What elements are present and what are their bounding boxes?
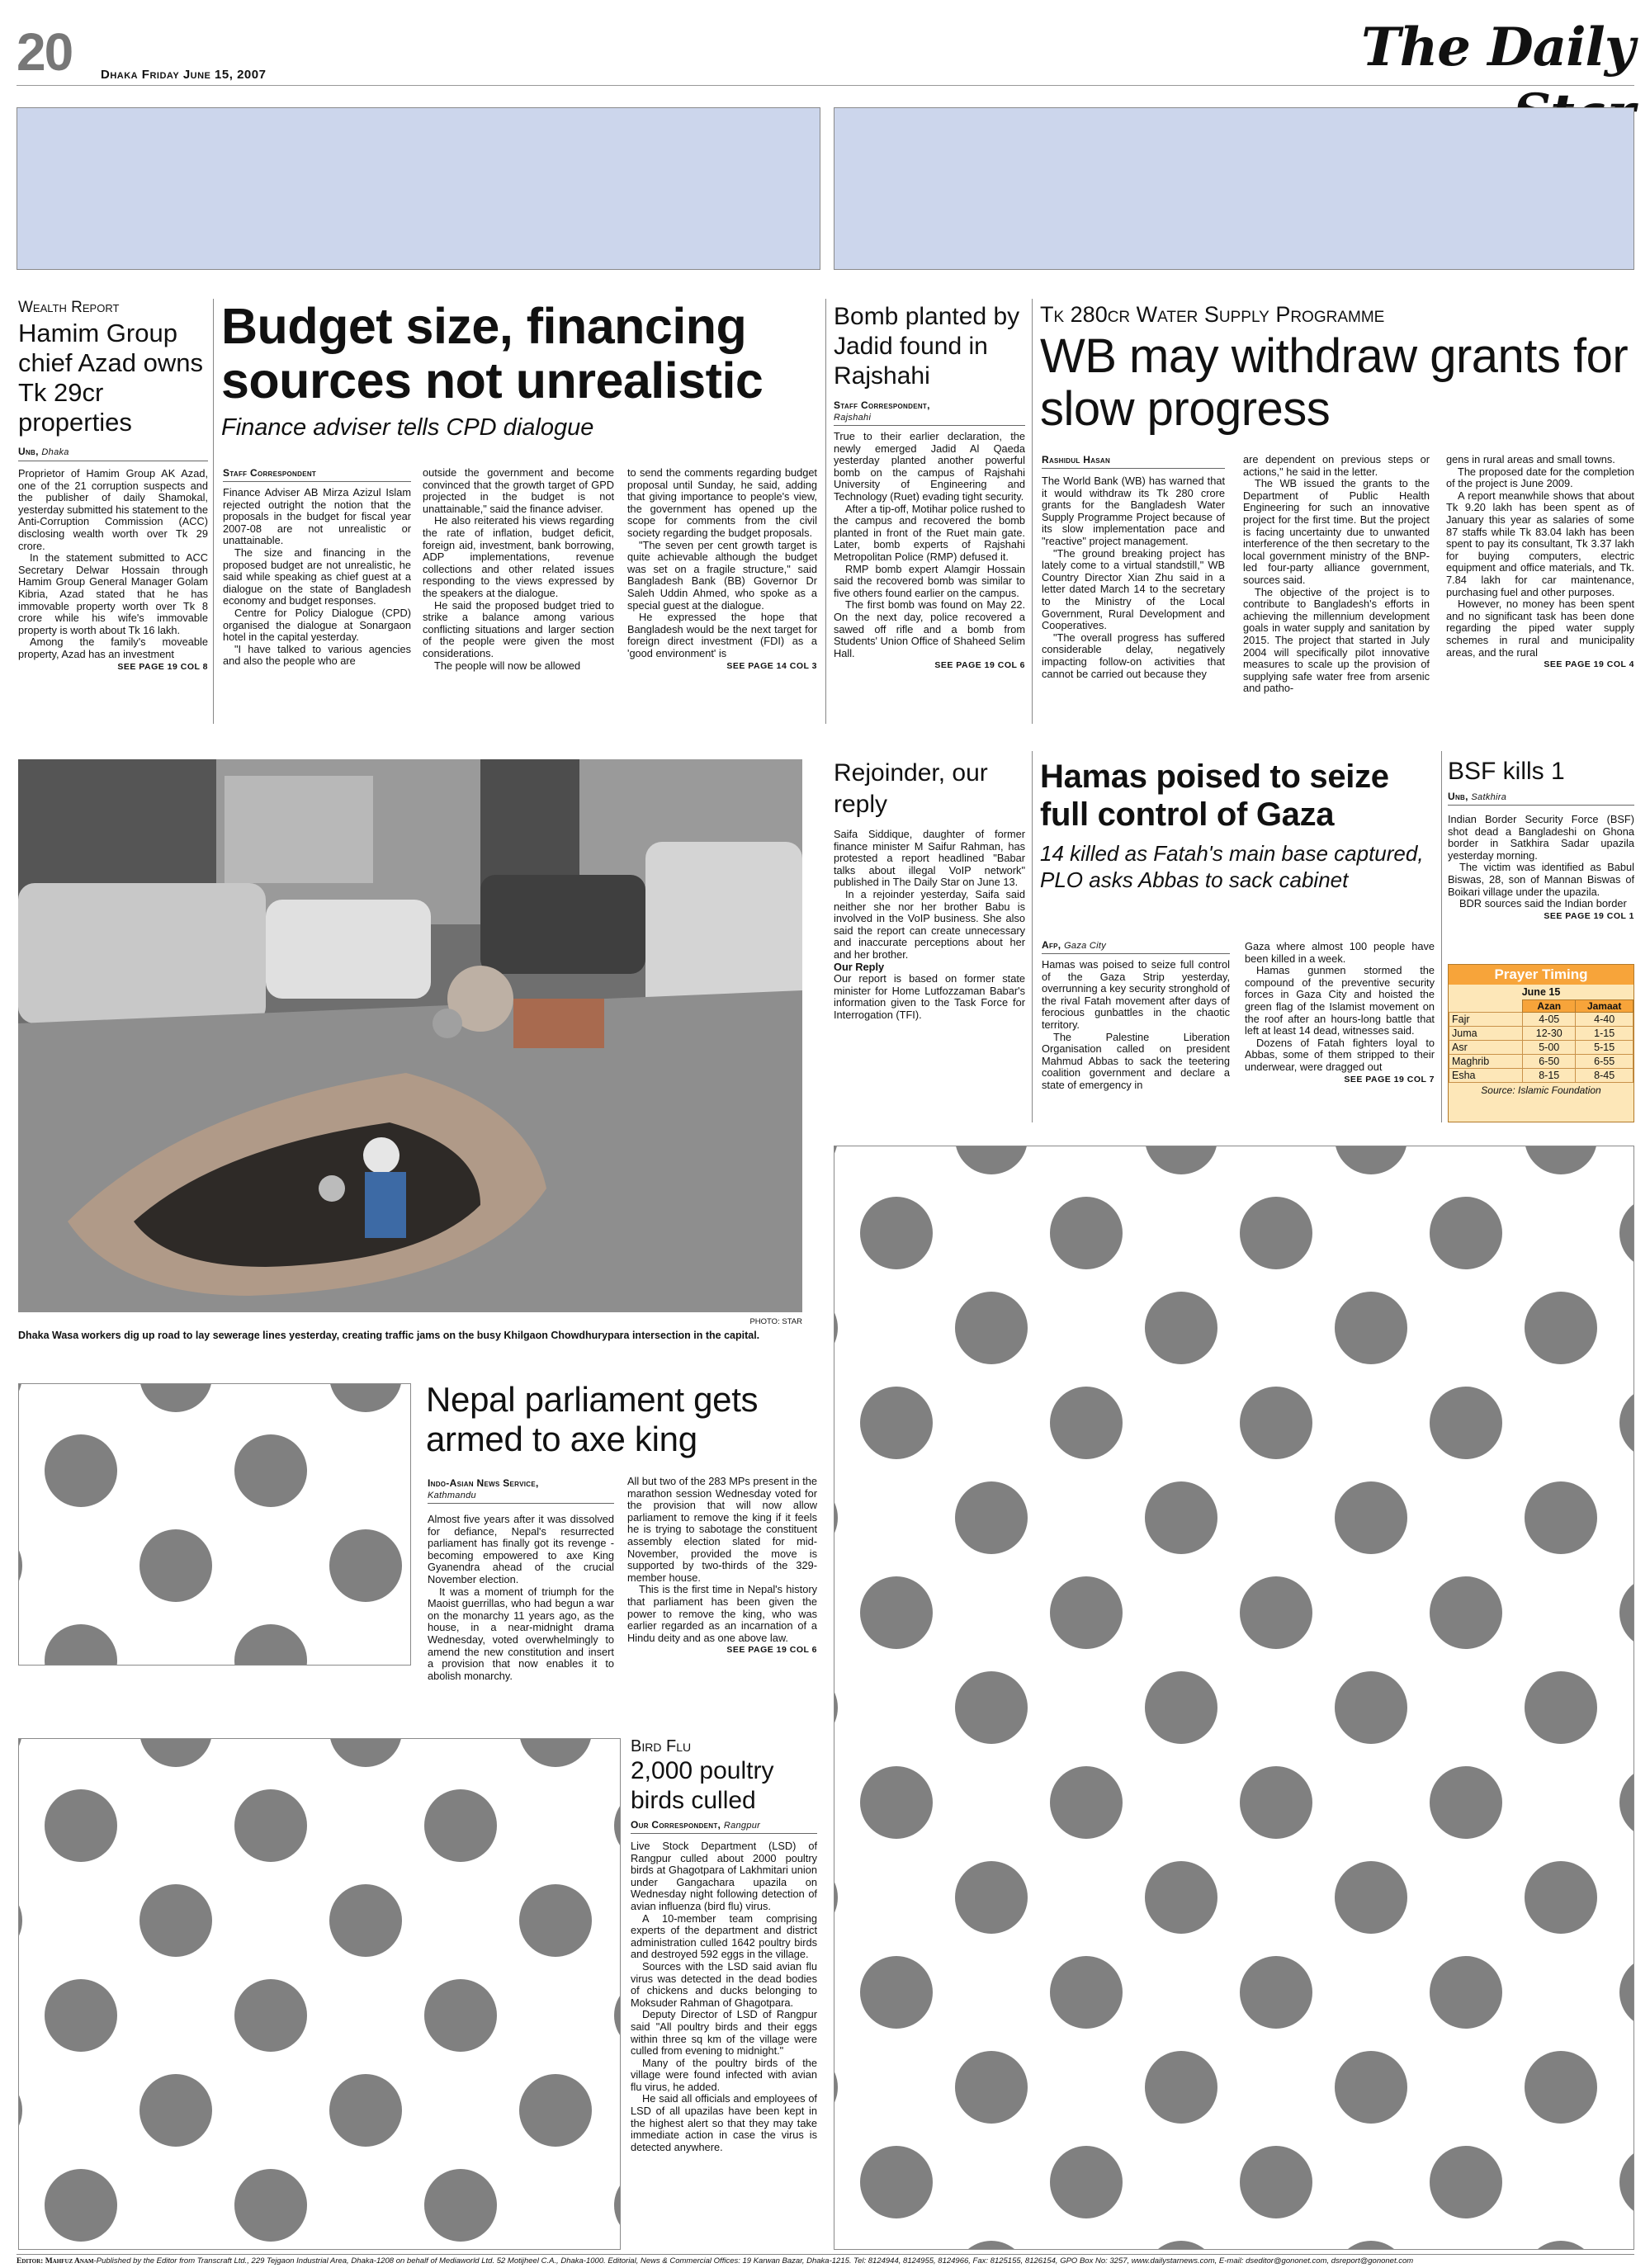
wealth-byline: Unb, Dhaka xyxy=(18,446,208,461)
pattern-dot xyxy=(329,1739,402,1767)
pattern-dot xyxy=(424,1789,497,1862)
pattern-dot xyxy=(139,1884,212,1957)
pattern-dot xyxy=(1619,1766,1634,1839)
pattern-dot xyxy=(1050,1197,1123,1269)
prayer-date: June 15 xyxy=(1521,986,1561,998)
bomb-story xyxy=(834,302,1025,671)
paragraph: "The ground breaking project has lately come to a virtual standstill," WB Country Director Xian Zhu said in a letter dated March 14 to the secretary to the Ministry of the Local Government, Rural Development and Cooperatives. xyxy=(1042,546,1225,632)
jamaat-time: 4-40 xyxy=(1576,1013,1633,1027)
paragraph: He also reiterated his views regarding the rate of inflation, budget deficit, foreign aid, investment, bank borrowing, ADP implementations, revenue collections and other related issues responding to the views expressed by the speakers at the dialogue. xyxy=(423,514,614,599)
paragraph: "The overall progress has suffered considerable delay, negatively impacting follow-on activities that cannot be carried out because they xyxy=(1042,631,1225,680)
nepal-story xyxy=(426,1380,814,1459)
pattern-dot xyxy=(19,1739,22,1767)
prayer-blank-header xyxy=(1449,1000,1523,1013)
bomb-headline[interactable]: Bomb planted by Jadid found in Rajshahi xyxy=(834,303,1020,390)
pattern-dot xyxy=(139,1384,212,1412)
pattern-dot xyxy=(1430,1387,1502,1459)
pattern-dot xyxy=(955,1292,1028,1364)
pattern-dot xyxy=(1145,1146,1217,1174)
nepal-headline[interactable]: Nepal parliament gets armed to axe king xyxy=(426,1380,759,1458)
hamas-col-1 xyxy=(1042,959,1230,1092)
pattern-dot xyxy=(234,2169,307,2242)
paragraph: The WB issued the grants to the Department of Public Health Engineering for such an innovative project for the first time. But the project is facing uncertainty due to unwanted interference of the then secretary to the local government ministry of the BNP-led four-party alliance government, sources said. xyxy=(1243,477,1430,586)
pattern-dot xyxy=(139,1529,212,1602)
wb-headline[interactable]: WB may withdraw grants for slow progress xyxy=(1040,329,1629,436)
pattern-dot xyxy=(234,1624,307,1666)
hamas-jump[interactable]: SEE PAGE 19 COL 7 xyxy=(1344,1074,1435,1084)
pattern-dot xyxy=(234,1979,307,2052)
paragraph: Hamas was poised to seize full control of the Gaza Strip yesterday, overrunning a key security stronghold of the rival Fatah movement after days of ferocious gunbattles in the chaotic territory. xyxy=(1042,958,1230,1031)
pattern-dot xyxy=(19,1529,22,1602)
placeholder-pattern-bird xyxy=(18,1738,621,2250)
column-rule xyxy=(1032,299,1033,724)
pattern-dot xyxy=(614,1979,621,2052)
paragraph: Among the family's moveable property, Azad has an investment xyxy=(18,636,208,660)
pattern-dot xyxy=(19,1384,22,1412)
pattern-dot xyxy=(1525,1146,1597,1174)
wb-story xyxy=(1040,302,1634,436)
budget-col-1 xyxy=(223,487,411,668)
placeholder-pattern-large xyxy=(834,1146,1634,2250)
bird-body xyxy=(631,1840,817,2153)
paragraph: After a tip-off, Motihar police rushed to the campus and recovered the bomb planted in front of the Ruet main gate. Later, bomb experts of Rajshahi Metropolitan Police (RMP) defused it. xyxy=(834,502,1025,563)
paragraph: BDR sources said the Indian border xyxy=(1459,897,1627,910)
hamas-col-2 xyxy=(1245,941,1435,1085)
pattern-dot xyxy=(45,1789,117,1862)
wb-kicker: Tk 280cr Water Supply Programme xyxy=(1040,302,1385,327)
ad-slot-right[interactable] xyxy=(834,107,1634,270)
paragraph: The objective of the project is to contribute to Bangladesh's efforts in achieving the millennium development goals in water supply and sanitation by 2015. The project that started in July 2004 will specifically pilot innovative measures to scale up the provision of supplying safe water free from arsenic and patho- xyxy=(1243,585,1430,695)
editor-name: Editor: Mahfuz Anam xyxy=(17,2257,94,2266)
paragraph: True to their earlier declaration, the newly emerged Jadid Al Qaeda yesterday planted another powerful bomb on the campus of Rajshahi University of Engineering and Technology (Ruet) evading tight security. xyxy=(834,430,1025,503)
pattern-dot xyxy=(1240,1576,1312,1649)
hamas-subhead: 14 killed as Fatah's main base captured, PLO asks Abbas to sack cabinet xyxy=(1040,841,1424,892)
budget-subhead: Finance adviser tells CPD dialogue xyxy=(221,414,594,441)
pattern-dot xyxy=(1335,1481,1407,1554)
hamas-story xyxy=(1040,758,1435,893)
wealth-headline[interactable]: Hamim Group chief Azad owns Tk 29cr properties xyxy=(18,319,204,437)
bomb-jump[interactable]: SEE PAGE 19 COL 6 xyxy=(934,660,1025,671)
pattern-dot xyxy=(1335,2241,1407,2250)
paragraph: to send the comments regarding budget proposal until Sunday, he said, adding that giving importance to people's view, the government has opened up the scope for comments from the civil society regarding the budget proposals. xyxy=(627,466,817,539)
hamas-byline: Afp, Gaza City xyxy=(1042,939,1230,954)
paragraph: The size and financing in the proposed budget are not unrealistic, he said while speaking as chief guest at a dialogue on the state of Bangladesh economy and budget responses. xyxy=(223,546,411,607)
placeholder-pattern-nepal xyxy=(18,1383,411,1666)
pattern-dot xyxy=(834,2241,838,2250)
dateline: Dhaka Friday June 15, 2007 xyxy=(101,68,267,82)
wb-byline: Rashidul Hasan xyxy=(1042,454,1225,469)
masthead-rule xyxy=(17,85,1634,86)
pattern-dot xyxy=(955,2241,1028,2250)
paragraph: Our report is based on former state minister for Home Lutfozzaman Babar's information given to the Task Force for Interrogation (TFI). xyxy=(834,972,1025,1021)
pattern-dot xyxy=(1335,1146,1407,1174)
pattern-dot xyxy=(1050,1956,1123,2029)
paragraph: Saifa Siddique, daughter of former finance minister M Saifur Rahman, has protested a report headlined "Babar talks about illegal VoIP network" published in The Daily Star on June 13. xyxy=(834,828,1025,889)
news-photo[interactable] xyxy=(18,759,802,1312)
paragraph: Almost five years after it was dissolved for defiance, Nepal's resurrected parliament has finally got its revenge - becoming empowered to axe King Gyanendra ahead of the crucial November election. xyxy=(428,1513,614,1585)
pattern-dot xyxy=(1145,2051,1217,2124)
paragraph: are dependent on previous steps or actions," he said in the letter. xyxy=(1243,453,1430,478)
paragraph: Proprietor of Hamim Group AK Azad, one of the 21 corruption suspects and the publisher of daily Shamokal, yesterday submitted his statement to the Anti-Corruption Commission (ACC) disclosing wealth worth over Tk 29 crore. xyxy=(18,467,208,552)
page-number: 20 xyxy=(17,22,73,82)
pattern-dot xyxy=(860,1387,933,1459)
nepal-col-2 xyxy=(627,1476,817,1656)
paragraph: A report meanwhile shows that about Tk 9.20 lakh has been spent as of January this year as salaries of some 87 staffs while Tk 83.04 lakh has been spent to pay its consultant, Tk 3.37 lakh for buying computers, electric equipment and office materials, and Tk. 7.84 lakh for car maintenance, purchasing fuel and other purposes. xyxy=(1446,489,1634,598)
pattern-dot xyxy=(139,2074,212,2147)
paragraph: This is the first time in Nepal's history that parliament has been given the power to remove the king, who was earlier regarded as an incarnation of a Hindu deity and as one above law. xyxy=(627,1583,817,1644)
prayer-row xyxy=(1449,1027,1633,1041)
pattern-dot xyxy=(955,1481,1028,1554)
paragraph: He said the proposed budget tried to strike a balance among various conflicting situations and larger section of the people were given the most considerations. xyxy=(423,598,614,659)
pattern-dot xyxy=(834,1292,838,1364)
jamaat-time: 6-55 xyxy=(1576,1055,1633,1069)
pattern-dot xyxy=(1619,1197,1634,1269)
pattern-dot xyxy=(955,1146,1028,1174)
prayer-row xyxy=(1449,1041,1633,1055)
pattern-dot xyxy=(329,1529,402,1602)
pattern-dot xyxy=(329,2074,402,2147)
budget-byline: Staff Correspondent xyxy=(223,467,411,482)
wb-col-1 xyxy=(1042,475,1225,680)
photo-caption: Dhaka Wasa workers dig up road to lay sewerage lines yesterday, creating traffic jams on the busy Khilgaon Chowdhurypara intersection in the capital. xyxy=(18,1330,760,1341)
prayer-name: Juma xyxy=(1449,1027,1523,1041)
pattern-dot xyxy=(1145,1292,1217,1364)
bird-story xyxy=(631,1736,817,2153)
pattern-dot xyxy=(1240,1387,1312,1459)
rejoinder-body xyxy=(834,829,1025,1022)
paragraph: "I have talked to various agencies and also the people who are xyxy=(223,642,411,668)
dot-pattern xyxy=(834,1146,1634,2250)
nepal-jump[interactable]: SEE PAGE 19 COL 6 xyxy=(726,1645,817,1656)
street-dig-photo xyxy=(18,759,802,1312)
pattern-dot xyxy=(1050,2146,1123,2218)
prayer-row xyxy=(1449,1069,1633,1083)
pattern-dot xyxy=(1050,1387,1123,1459)
paragraph: outside the government and become convinced that the growth target of GPD projected in the budget is not unattainable," said the finance adviser. xyxy=(423,466,614,515)
pattern-dot xyxy=(614,1789,621,1862)
prayer-source: Source: Islamic Foundation xyxy=(1481,1084,1601,1096)
budget-story xyxy=(221,299,817,442)
nepal-byline: Indo-Asian News Service, Kathmandu xyxy=(428,1477,614,1504)
photo-credit: PHOTO: STAR xyxy=(749,1317,802,1326)
pattern-dot xyxy=(860,1576,933,1649)
pattern-dot xyxy=(834,1861,838,1934)
pattern-dot xyxy=(614,2169,621,2242)
pattern-dot xyxy=(1525,1292,1597,1364)
pattern-dot xyxy=(860,2146,933,2218)
pattern-dot xyxy=(834,2051,838,2124)
paragraph: Centre for Policy Dialogue (CPD) organised the dialogue at Sonargaon hotel in the capital yesterday. xyxy=(223,606,411,644)
pattern-dot xyxy=(1525,1481,1597,1554)
pattern-dot xyxy=(860,1197,933,1269)
ad-slot-left[interactable] xyxy=(17,107,820,270)
paragraph: The Palestine Liberation Organisation called on president Mahmud Abbas to sack the teetering coalition government and declare a state of emergency in xyxy=(1042,1030,1230,1091)
azan-time: 8-15 xyxy=(1523,1069,1576,1083)
paragraph: Finance Adviser AB Mirza Azizul Islam rejected outright the notion that the proposals in the budget for fiscal year 2007-08 are not unrealistic or unattainable. xyxy=(223,486,411,547)
pattern-dot xyxy=(1525,1861,1597,1934)
pattern-dot xyxy=(1145,1481,1217,1554)
bomb-body xyxy=(834,431,1025,659)
dot-pattern xyxy=(19,1739,621,2250)
paragraph: The victim was identified as Babul Biswas, 28, son of Mannan Biswas of Boikari village under the upazila. xyxy=(1448,861,1634,898)
column-rule xyxy=(825,299,826,724)
pattern-dot xyxy=(860,1956,933,2029)
pattern-dot xyxy=(519,1884,592,1957)
paragraph: Many of the poultry birds of the village were found infected with avian flu virus, he added. xyxy=(631,2056,817,2093)
pattern-dot xyxy=(45,1434,117,1507)
rejoinder-story xyxy=(834,758,1025,1022)
paragraph: In the statement submitted to ACC Secretary Delwar Hossain through Hamim Group General Manager Golam Kibria, Azad stated that he has immovable property worth over Tk 8 crore while his wife's immovable property is worth about Tk 16 lakh. xyxy=(18,551,208,636)
paper-nameplate: The Daily xyxy=(1361,17,1634,78)
azan-time: 12-30 xyxy=(1523,1027,1576,1041)
pattern-dot xyxy=(1619,1956,1634,2029)
pattern-dot xyxy=(1335,1292,1407,1364)
pattern-dot xyxy=(234,1789,307,1862)
paragraph: Deputy Director of LSD of Rangpur said "All poultry birds and their eggs within three sq km of the village were culled from evening to midnight." xyxy=(631,2008,817,2058)
imprint-line: Editor: Mahfuz Anam-Published by the Editor from Transcraft Ltd., 229 Tejgaon Industrial Area, Dhaka-1208 on behalf of Mediaworld Ltd. 52 Motijheel C.A., Dhaka-1000. Editorial, News & Commercial Offices: 19 Karwan Bazar, Dhaka-1215. Tel: 8124944, 8124955, 8124966, Fax: 8125155, 8126154, GPO Box No: 3257, www.dailystarnews.com, E-mail: dseditor@gononet.com, dsreport@gononet.com xyxy=(17,2256,1414,2266)
wealth-jump[interactable]: SEE PAGE 19 COL 8 xyxy=(117,661,208,672)
pattern-dot xyxy=(1145,1861,1217,1934)
paragraph: It was a moment of triumph for the Maoist guerrillas, who had begun a war on the monarchy 11 years ago, as the house, in a near-midnight drama Wednesday, voted overwhelmingly to amend the new constitution and insert a provision that now enables it to abolish monarchy. xyxy=(428,1585,614,1682)
jamaat-time: 8-45 xyxy=(1576,1069,1633,1083)
paragraph: The first bomb was found on May 22. On the next day, police recovered a sawed off rifle and a bomb from Students' Union Office of Shaheed Selim Hall. xyxy=(834,598,1025,659)
wb-jump[interactable]: SEE PAGE 19 COL 4 xyxy=(1544,659,1634,670)
paragraph: The people will now be allowed xyxy=(434,659,581,672)
bird-headline[interactable]: 2,000 poultry birds culled xyxy=(631,1757,774,1814)
pattern-dot xyxy=(234,1434,307,1507)
pattern-dot xyxy=(424,2169,497,2242)
paragraph: All but two of the 283 MPs present in the marathon session Wednesday voted for the provision that will now allow parliament to remove the king if it feels he is trying to sabotage the constituent assembly election slated for mid-November, provided the move is supported by two-thirds of the 329-member house. xyxy=(627,1475,817,1584)
prayer-table xyxy=(1449,999,1633,1083)
bsf-jump[interactable]: SEE PAGE 19 COL 1 xyxy=(1544,910,1634,921)
pattern-dot xyxy=(1430,1766,1502,1839)
pattern-dot xyxy=(1335,1861,1407,1934)
imprint-text: Published by the Editor from Transcraft Ltd., 229 Tejgaon Industrial Area, Dhaka-1208 on behalf of Mediaworld Ltd. 52 Motijheel C.A., Dhaka-1000. Editorial, News & Commercial Offices: 19 Karwan Bazar, Dhaka-1215. Tel: 8124944, 8124955, 8124966, Fax: 8125155, 8126154, GPO Box No: 3257, www.dailystarnews.com, E-mail: dseditor@gononet.com, dsreport@gononet.com xyxy=(96,2256,1414,2266)
azan-time: 5-00 xyxy=(1523,1041,1576,1055)
pattern-dot xyxy=(329,1884,402,1957)
paragraph: Indian Border Security Force (BSF) shot dead a Bangladeshi on Ghona border in Satkhira Sadar upazila yesterday morning. xyxy=(1448,813,1634,862)
prayer-row xyxy=(1449,1013,1633,1027)
pattern-dot xyxy=(139,1739,212,1767)
paragraph: RMP bomb expert Alamgir Hossain said the recovered bomb was similar to five others found earlier on the campus. xyxy=(834,562,1025,599)
budget-headline[interactable]: Budget size, financing sources not unrealistic xyxy=(221,298,764,409)
dot-pattern xyxy=(19,1384,411,1666)
pattern-dot xyxy=(1430,2146,1502,2218)
pattern-dot xyxy=(1145,1671,1217,1744)
budget-col-3 xyxy=(627,467,817,672)
pattern-dot xyxy=(955,1671,1028,1744)
paragraph: Hamas gunmen stormed the compound of the preventive security forces in Gaza City and hoisted the green flag of the Islamist movement on the roof after an hours-long battle that left at least 14 dead, witnesses said. xyxy=(1245,964,1435,1037)
paragraph: Gaza where almost 100 people have been killed in a week. xyxy=(1245,940,1435,965)
paragraph: The proposed date for the completion of the project is June 2009. xyxy=(1446,465,1634,490)
azan-time: 6-50 xyxy=(1523,1055,1576,1069)
paragraph: He expressed the hope that Bangladesh would be the next target for foreign direct investment (FDI) as a 'good environment' is xyxy=(627,611,817,659)
pattern-dot xyxy=(1145,2241,1217,2250)
bsf-byline: Unb, Satkhira xyxy=(1448,791,1634,806)
pattern-dot xyxy=(955,1861,1028,1934)
wb-col-3 xyxy=(1446,454,1634,670)
pattern-dot xyxy=(1430,1956,1502,2029)
budget-col-2 xyxy=(423,467,614,672)
paragraph: He said all officials and employees of LSD of all upazilas have been kept in the highest alert so that they may take immediate action in case the virus is detected anywhere. xyxy=(631,2092,817,2153)
pattern-dot xyxy=(1050,1766,1123,1839)
rejoinder-headline[interactable]: Rejoinder, our reply xyxy=(834,759,988,818)
budget-jump[interactable]: SEE PAGE 14 COL 3 xyxy=(726,660,817,671)
pattern-dot xyxy=(860,1766,933,1839)
footer-rule xyxy=(17,2254,1634,2255)
pattern-dot xyxy=(834,1146,838,1174)
azan-time: 4-05 xyxy=(1523,1013,1576,1027)
pattern-dot xyxy=(1240,2146,1312,2218)
column-rule xyxy=(1441,751,1442,1122)
subhead: Our Reply xyxy=(834,960,885,973)
pattern-dot xyxy=(834,1481,838,1554)
paragraph: In a rejoinder yesterday, Saifa said neither she nor her brother Babu is involved in the VoIP business. She also said the report can create unnecessary and inaccurate perceptions about her and her brother. xyxy=(834,887,1025,961)
pattern-dot xyxy=(1430,1197,1502,1269)
pattern-dot xyxy=(45,1979,117,2052)
pattern-dot xyxy=(19,2074,22,2147)
prayer-title: Prayer Timing xyxy=(1449,965,1633,985)
pattern-dot xyxy=(955,2051,1028,2124)
paragraph: The World Bank (WB) has warned that it would withdraw its Tk 280 crore grants for the Bangladesh Water Supply Programme Project because of its slow implementation pace and "reactive" project management. xyxy=(1042,475,1225,547)
prayer-row xyxy=(1449,1055,1633,1069)
pattern-dot xyxy=(1525,1671,1597,1744)
pattern-dot xyxy=(1240,1197,1312,1269)
pattern-dot xyxy=(1525,2241,1597,2250)
pattern-dot xyxy=(1050,1576,1123,1649)
bsf-body xyxy=(1448,814,1634,910)
bomb-byline: Staff Correspondent, Rajshahi xyxy=(834,399,1025,426)
bsf-story xyxy=(1448,758,1634,922)
paragraph: A 10-member team comprising experts of the department and district administration culled 1642 poultry birds and destroyed 592 eggs in the village. xyxy=(631,1911,817,1961)
pattern-dot xyxy=(45,2169,117,2242)
pattern-dot xyxy=(1619,1576,1634,1649)
column-rule xyxy=(213,299,214,724)
prayer-name: Asr xyxy=(1449,1041,1523,1055)
prayer-name: Maghrib xyxy=(1449,1055,1523,1069)
pattern-dot xyxy=(1525,2051,1597,2124)
pattern-dot xyxy=(519,2074,592,2147)
pattern-dot xyxy=(19,1884,22,1957)
wealth-story xyxy=(18,299,208,673)
paragraph: gens in rural areas and small towns. xyxy=(1446,453,1615,465)
bird-kicker: Bird Flu xyxy=(631,1737,692,1755)
prayer-name: Fajr xyxy=(1449,1013,1523,1027)
wealth-body xyxy=(18,468,208,661)
prayer-name: Esha xyxy=(1449,1069,1523,1083)
paragraph: Live Stock Department (LSD) of Rangpur culled about 2000 poultry birds at Ghagotpara of Lakhmitari union under Gangachara upazila on Wednesday night following detection of avian influenza (bird flu) virus. xyxy=(631,1840,817,1912)
paragraph: Dozens of Fatah fighters loyal to Abbas, some of them stripped to their underwear, were dragged out xyxy=(1245,1036,1435,1073)
paragraph: Sources with the LSD said avian flu virus was detected in the dead bodies of chickens and ducks belonging to Moksuder Rahman of Ghagotpara. xyxy=(631,1959,817,2009)
pattern-dot xyxy=(1430,1576,1502,1649)
pattern-dot xyxy=(45,1624,117,1666)
column-rule xyxy=(1032,751,1033,1122)
prayer-jamaat-header: Jamaat xyxy=(1576,1000,1633,1013)
pattern-dot xyxy=(519,1739,592,1767)
pattern-dot xyxy=(329,1384,402,1412)
jamaat-time: 5-15 xyxy=(1576,1041,1633,1055)
pattern-dot xyxy=(424,1979,497,2052)
paragraph: "The seven per cent growth target is quite achievable although the budget was set on a fragile structure," said Bangladesh Bank (BB) Governor Dr Saleh Uddin Ahmed, who spoke as a special guest at the dialogue. xyxy=(627,538,817,612)
pattern-dot xyxy=(1335,2051,1407,2124)
bird-byline: Our Correspondent, Rangpur xyxy=(631,1819,817,1834)
bsf-headline[interactable]: BSF kills 1 xyxy=(1448,758,1565,785)
hamas-headline[interactable]: Hamas poised to seize full control of Gaza xyxy=(1040,758,1389,833)
paragraph: However, no money has been spent and no significant task has been done regarding the piped water supply schemes in rural and municipality areas, and the rural xyxy=(1446,598,1634,659)
pattern-dot xyxy=(1240,1766,1312,1839)
pattern-dot xyxy=(834,1671,838,1744)
nepal-col-1 xyxy=(428,1514,614,1682)
prayer-timing-box xyxy=(1448,964,1634,1122)
pattern-dot xyxy=(1619,2146,1634,2218)
pattern-dot xyxy=(1335,1671,1407,1744)
pattern-dot xyxy=(1619,1387,1634,1459)
jamaat-time: 1-15 xyxy=(1576,1027,1633,1041)
pattern-dot xyxy=(1240,1956,1312,2029)
prayer-azan-header: Azan xyxy=(1523,1000,1576,1013)
wb-col-2 xyxy=(1243,454,1430,695)
wealth-kicker: Wealth Report xyxy=(18,299,120,316)
